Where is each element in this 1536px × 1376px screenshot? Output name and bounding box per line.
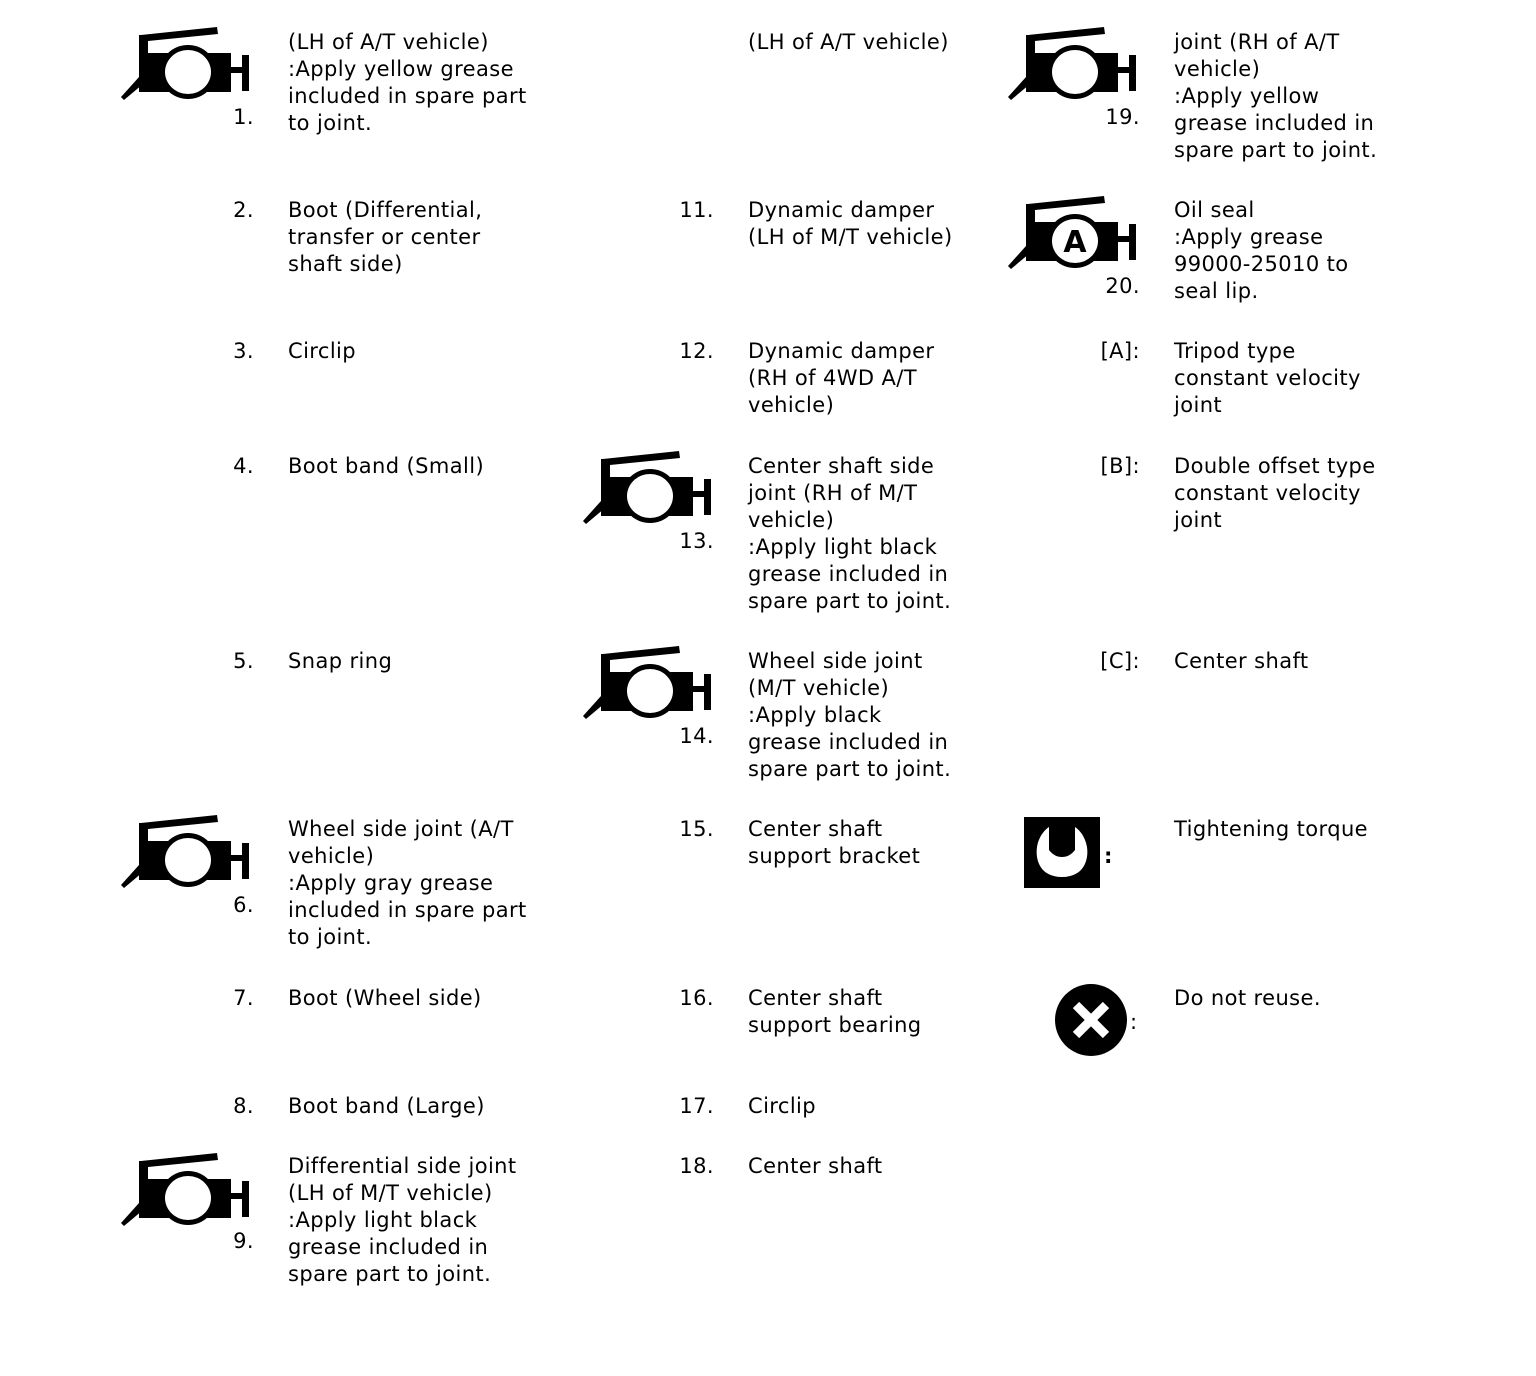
torque-colon: :: [1104, 844, 1113, 868]
item-14-number: 14.: [679, 724, 714, 748]
item-12-text: Dynamic damper (RH of 4WD A/T vehicle): [748, 339, 935, 417]
grease-gun-icon: [583, 451, 713, 526]
label-b: [B]:: [1100, 454, 1140, 478]
item-3-text: Circlip: [288, 339, 357, 363]
item-11-number: 11.: [679, 198, 714, 222]
item-19-number: 19.: [1105, 105, 1140, 129]
item-3-number: 3.: [233, 339, 254, 363]
item-10-text: (LH of A/T vehicle): [748, 30, 949, 54]
item-7-number: 7.: [233, 986, 254, 1010]
grease-gun-icon: [1008, 27, 1138, 102]
item-1-text: (LH of A/T vehicle) :Apply yellow grease included in spare part to joint.: [288, 30, 527, 135]
grease-gun-a-icon: [1008, 196, 1138, 271]
item-6-text: Wheel side joint (A/T vehicle) :Apply gray grease included in spare part to joint.: [288, 817, 527, 949]
noreuse-text: Do not reuse.: [1174, 986, 1321, 1010]
label-c-text: Center shaft: [1174, 649, 1309, 673]
svg-text:A: A: [1063, 225, 1087, 260]
item-12-number: 12.: [679, 339, 714, 363]
item-16-text: Center shaft support bearing: [748, 986, 922, 1037]
item-15-text: Center shaft support bracket: [748, 817, 921, 868]
item-17-text: Circlip: [748, 1094, 817, 1118]
item-9-number: 9.: [233, 1229, 254, 1253]
item-2-number: 2.: [233, 198, 254, 222]
item-4-text: Boot band (Small): [288, 454, 485, 478]
item-14-text: Wheel side joint (M/T vehicle) :Apply black grease included in spare part to joint.: [748, 649, 952, 781]
label-c: [C]:: [1100, 649, 1140, 673]
item-8-number: 8.: [233, 1094, 254, 1118]
item-15-number: 15.: [679, 817, 714, 841]
grease-gun-icon: [121, 27, 251, 102]
item-13-text: Center shaft side joint (RH of M/T vehicle) :Apply light black grease included in spare part to joint.: [748, 454, 952, 613]
item-8-text: Boot band (Large): [288, 1094, 485, 1118]
item-18-text: Center shaft: [748, 1154, 883, 1178]
item-1-number: 1.: [233, 105, 254, 129]
item-20-number: 20.: [1105, 274, 1140, 298]
item-4-number: 4.: [233, 454, 254, 478]
item-19-text: joint (RH of A/T vehicle) :Apply yellow grease included in spare part to joint.: [1174, 30, 1378, 162]
wrench-icon: [1024, 817, 1100, 888]
item-9-text: Differential side joint (LH of M/T vehicle) :Apply light black grease included in spare part to joint.: [288, 1154, 517, 1286]
item-17-number: 17.: [679, 1094, 714, 1118]
item-5-number: 5.: [233, 649, 254, 673]
grease-gun-icon: [583, 646, 713, 721]
item-20-text: Oil seal :Apply grease 99000-25010 to seal lip.: [1174, 198, 1349, 303]
item-18-number: 18.: [679, 1154, 714, 1178]
x-circle-icon: [1054, 983, 1128, 1057]
item-11-text: Dynamic damper (LH of M/T vehicle): [748, 198, 953, 249]
item-5-text: Snap ring: [288, 649, 393, 673]
item-13-number: 13.: [679, 529, 714, 553]
label-b-text: Double offset type constant velocity joint: [1174, 454, 1376, 532]
grease-gun-icon: [121, 1153, 251, 1228]
grease-gun-icon: [121, 815, 251, 890]
item-6-number: 6.: [233, 893, 254, 917]
label-a-text: Tripod type constant velocity joint: [1174, 339, 1361, 417]
label-a: [A]:: [1100, 339, 1140, 363]
torque-text: Tightening torque: [1174, 817, 1368, 841]
noreuse-colon: :: [1130, 1010, 1138, 1034]
item-16-number: 16.: [679, 986, 714, 1010]
item-7-text: Boot (Wheel side): [288, 986, 482, 1010]
item-2-text: Boot (Differential, transfer or center shaft side): [288, 198, 483, 276]
